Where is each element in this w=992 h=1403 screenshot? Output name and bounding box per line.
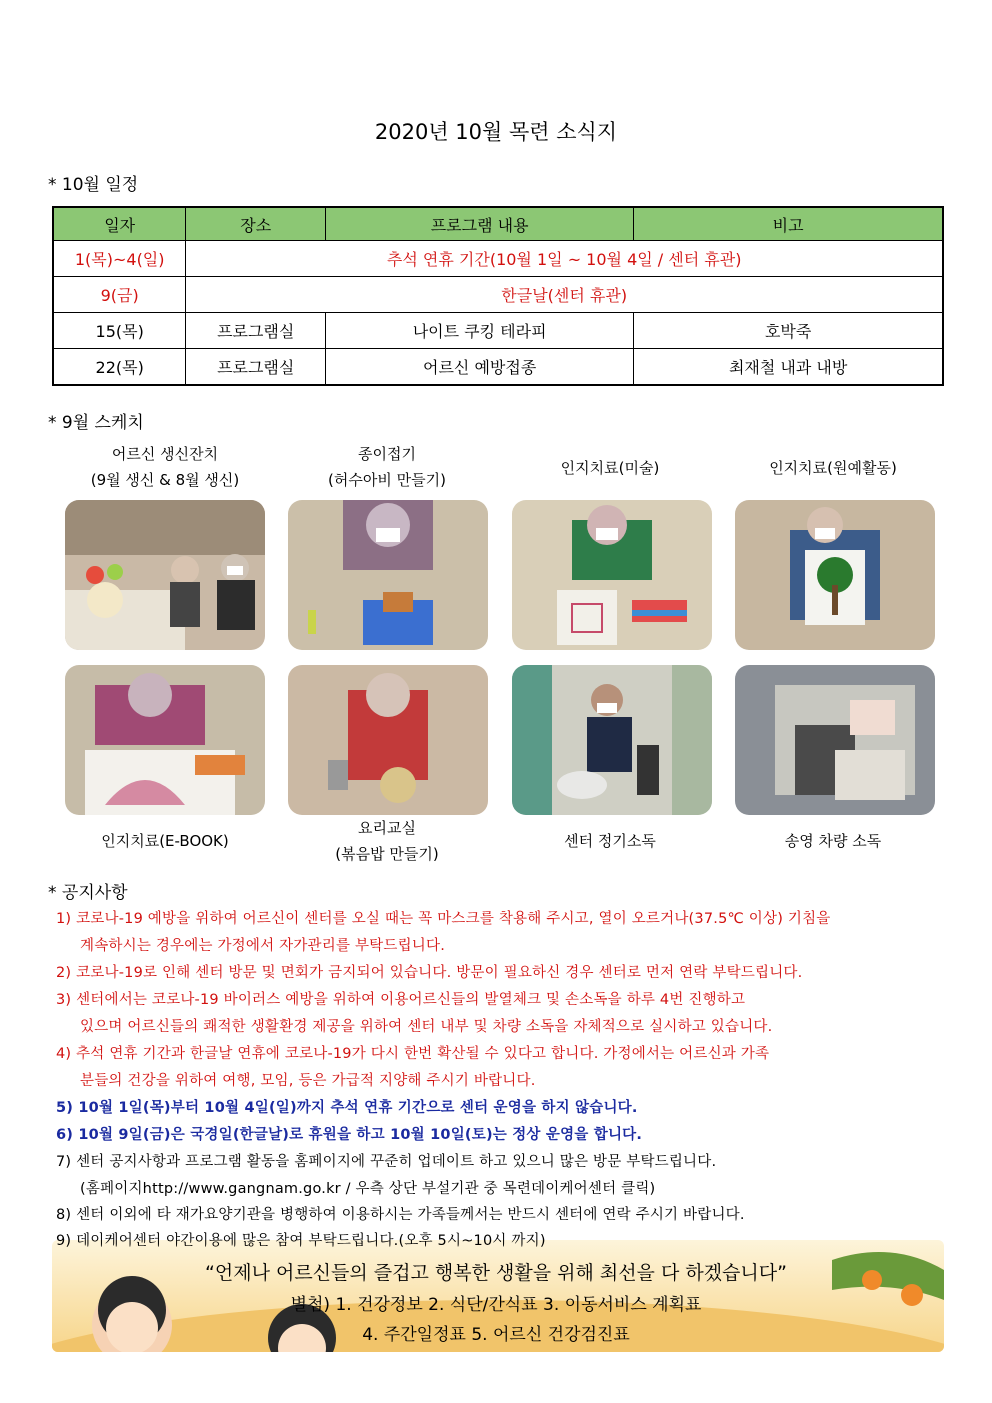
row-date: 22(목) bbox=[53, 349, 186, 386]
photo-caption-title: 인지치료(E-BOOK) bbox=[101, 832, 229, 850]
row-program: 어르신 예방접종 bbox=[326, 349, 634, 386]
photo-vehicle-disinfection bbox=[735, 665, 935, 815]
notice-item bbox=[56, 1229, 546, 1250]
holiday-row bbox=[53, 277, 943, 313]
notice-line: 6) 10월 9일(금)은 국경일(한글날)로 휴원을 하고 10월 10일(토)는 정상 운영을 합니다. bbox=[56, 1127, 643, 1143]
header-note: 비고 bbox=[634, 207, 943, 241]
photo-caption bbox=[500, 828, 720, 854]
row-note: 호박죽 bbox=[634, 313, 943, 349]
holiday-date: 1(목)~4(일) bbox=[53, 241, 186, 277]
photo-caption bbox=[55, 828, 275, 854]
notice-line: 분들의 건강을 위하여 여행, 모임, 등은 가급적 지양해 주시기 바랍니다. bbox=[80, 1073, 536, 1089]
notice-line: 4) 추석 연휴 기간과 한글날 연휴에 코로나-19가 다시 한번 확산될 수 있다고 합니다. 가정에서는 어르신과 가족 bbox=[56, 1046, 770, 1062]
notice-line: 1) 코로나-19 예방을 위하여 어르신이 센터를 오실 때는 꼭 마스크를 착용해 주시고, 열이 오르거나(37.5℃ 이상) 기침을 bbox=[56, 911, 831, 927]
row-place: 프로그램실 bbox=[186, 313, 326, 349]
photo-caption bbox=[277, 815, 497, 867]
photo-paper-folding bbox=[288, 500, 488, 650]
schedule-heading: * 10월 일정 bbox=[48, 175, 139, 195]
schedule-table bbox=[52, 206, 944, 386]
header-place: 장소 bbox=[186, 207, 326, 241]
notice-item bbox=[56, 1123, 642, 1144]
photo-caption bbox=[277, 441, 497, 493]
closing-quote: “언제나 어르신들의 즐겁고 행복한 생활을 위해 최선을 다 하겠습니다” bbox=[205, 1262, 787, 1284]
notice-line: 8) 센터 이외에 타 재가요양기관을 병행하여 이용하시는 가족들께서는 반드시 센터에 연락 주시기 바랍니다. bbox=[56, 1207, 745, 1223]
notice-line: 7) 센터 공지사항과 프로그램 활동을 홈페이지에 꾸준히 업데이트 하고 있으니 많은 방문 부탁드립니다. bbox=[56, 1154, 717, 1170]
page-title: 2020년 10월 목련 소식지 bbox=[374, 120, 618, 144]
attachments-line: 4. 주간일정표 5. 어르신 건강검진표 bbox=[362, 1325, 630, 1345]
notice-item bbox=[56, 1096, 638, 1117]
photo-caption-sub: (허수아비 만들기) bbox=[328, 471, 446, 489]
photo-cognitive-gardening bbox=[735, 500, 935, 650]
notice-line: 2) 코로나-19로 인해 센터 방문 및 면회가 금지되어 있습니다. 방문이 필요하신 경우 센터로 먼저 연락 부탁드립니다. bbox=[56, 965, 803, 981]
photo-ebook bbox=[65, 665, 265, 815]
notice-line: 5) 10월 1일(목)부터 10월 4일(일)까지 추석 연휴 기간으로 센터 운영을 하지 않습니다. bbox=[56, 1100, 638, 1116]
sketch-heading: * 9월 스케치 bbox=[48, 413, 144, 433]
notice-item bbox=[56, 961, 802, 982]
photo-cooking bbox=[288, 665, 488, 815]
photo-birthday-party bbox=[65, 500, 265, 650]
photo-disinfection bbox=[512, 665, 712, 815]
photo-caption-title: 요리교실 bbox=[358, 819, 416, 837]
notice-line: 9) 데이케어센터 야간이용에 많은 참여 부탁드립니다.(오후 5시~10시 까지) bbox=[56, 1233, 546, 1249]
photo-caption bbox=[723, 828, 943, 854]
photo-caption-title: 인지치료(미술) bbox=[560, 459, 660, 477]
photo-caption bbox=[723, 455, 943, 481]
header-date: 일자 bbox=[53, 207, 186, 241]
holiday-text: 추석 연휴 기간(10월 1일 ~ 10월 4일 / 센터 휴관) bbox=[186, 241, 943, 277]
photo-caption-title: 인지치료(원예활동) bbox=[769, 459, 897, 477]
holiday-date: 9(금) bbox=[53, 277, 186, 313]
photo-cognitive-art bbox=[512, 500, 712, 650]
schedule-header-row bbox=[53, 207, 943, 241]
notice-line: (홈페이지http://www.gangnam.go.kr / 우측 상단 부설기관 중 목련데이케어센터 클릭) bbox=[80, 1181, 656, 1197]
notice-item bbox=[56, 1042, 769, 1090]
holiday-row bbox=[53, 241, 943, 277]
notice-line: 계속하시는 경우에는 가정에서 자가관리를 부탁드립니다. bbox=[80, 938, 446, 954]
notice-item bbox=[56, 988, 772, 1036]
photo-caption-sub: (9월 생신 & 8월 생신) bbox=[90, 471, 240, 489]
header-program: 프로그램 내용 bbox=[326, 207, 634, 241]
photo-caption-title: 송영 차량 소독 bbox=[784, 832, 882, 850]
schedule-row bbox=[53, 313, 943, 349]
holiday-text: 한글날(센터 휴관) bbox=[186, 277, 943, 313]
notice-heading: * 공지사항 bbox=[48, 883, 128, 903]
photo-caption-sub: (볶음밥 만들기) bbox=[335, 845, 439, 863]
attachments-line: 별첨) 1. 건강정보 2. 식단/간식표 3. 이동서비스 계획표 bbox=[290, 1295, 702, 1315]
notice-item bbox=[56, 1203, 745, 1224]
photo-caption bbox=[500, 455, 720, 481]
notice-line: 있으며 어르신들의 쾌적한 생활환경 제공을 위하여 센터 내부 및 차량 소독을 자체적으로 실시하고 있습니다. bbox=[80, 1019, 773, 1035]
row-note: 최재철 내과 내방 bbox=[634, 349, 943, 386]
photo-caption-title: 센터 정기소독 bbox=[564, 832, 656, 850]
schedule-row bbox=[53, 349, 943, 386]
notice-item bbox=[56, 907, 831, 955]
photo-caption-title: 종이접기 bbox=[358, 445, 416, 463]
notice-item bbox=[56, 1150, 716, 1198]
photo-caption bbox=[55, 441, 275, 493]
row-place: 프로그램실 bbox=[186, 349, 326, 386]
row-date: 15(목) bbox=[53, 313, 186, 349]
row-program: 나이트 쿠킹 테라피 bbox=[326, 313, 634, 349]
photo-caption-title: 어르신 생신잔치 bbox=[111, 445, 219, 463]
notice-line: 3) 센터에서는 코로나-19 바이러스 예방을 위하여 이용어르신들의 발열체크 및 손소독을 하루 4번 진행하고 bbox=[56, 992, 746, 1008]
